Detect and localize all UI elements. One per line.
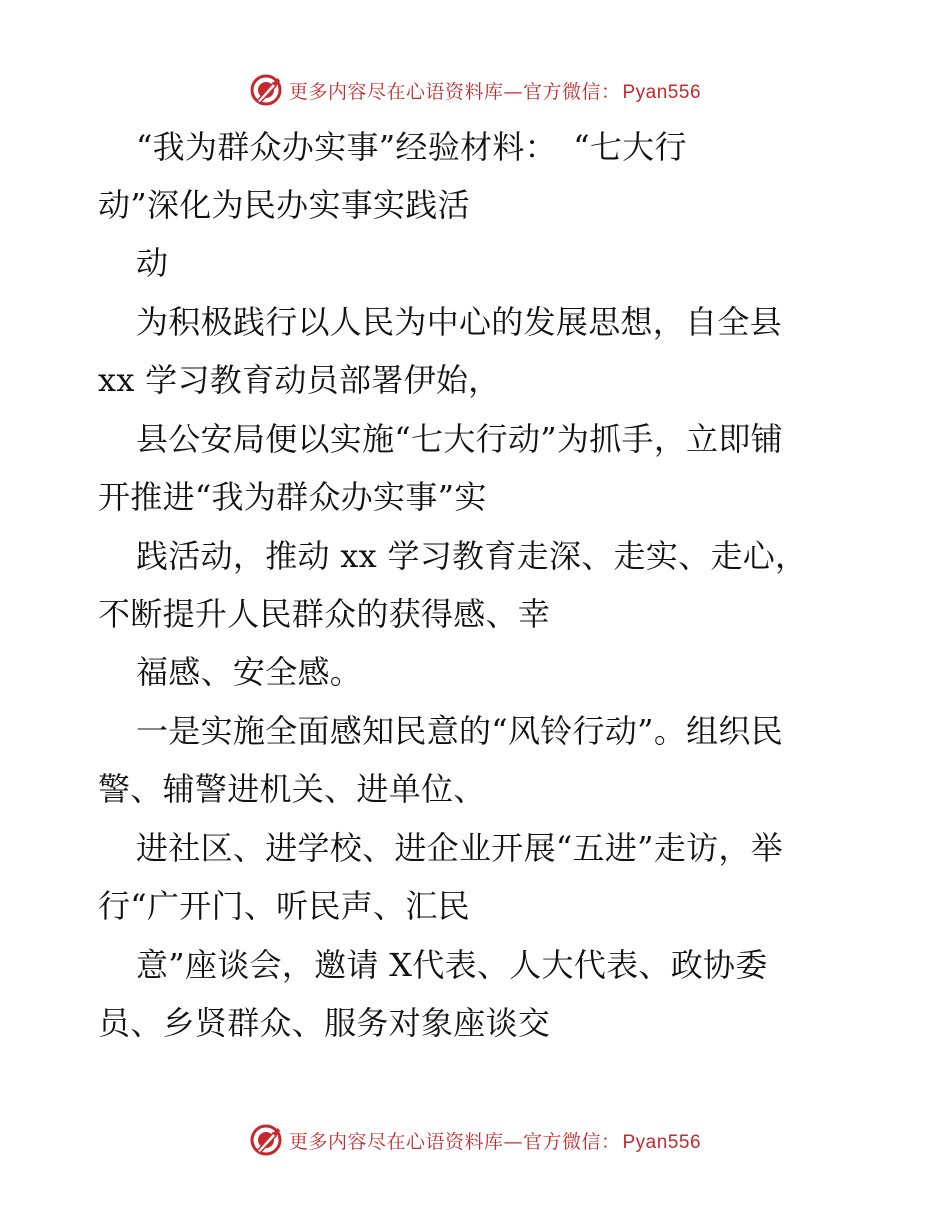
- paragraph-line: 开推进“我为群众办实事”实: [98, 478, 487, 516]
- paragraph-line: xx 学习教育动员部署伊始，: [98, 361, 501, 399]
- paragraph-line: 一是实施全面感知民意的“风铃行动”。组织民: [136, 712, 784, 750]
- watermark-text: [289, 1127, 701, 1154]
- footer-watermark: [0, 1118, 950, 1162]
- header-watermark: [0, 68, 950, 112]
- watermark-wechat-id: Pyan556: [622, 1131, 702, 1153]
- paragraph-line: 不断提升人民群众的获得感、幸: [98, 595, 551, 633]
- paragraph-line: 县公安局便以实施“七大行动”为抓手，立即铺: [136, 420, 784, 458]
- paragraph-line: 践活动，推动 xx 学习教育走深、走实、走心，: [136, 537, 808, 575]
- paragraph-line: 为积极践行以人民为中心的发展思想，自全县: [136, 303, 783, 341]
- paragraph-line: 意”座谈会，邀请 X代表、人大代表、政协委: [136, 946, 768, 984]
- watermark-label: 更多内容尽在心语资料库—官方微信：: [288, 1130, 621, 1153]
- title-line-1: “我为群众办实事”经验材料： “七大行: [136, 128, 687, 166]
- paragraph-line: 警、辅警进机关、进单位、: [98, 770, 486, 808]
- paragraph-line: 行“广开门、听民声、汇民: [98, 887, 470, 925]
- paragraph-line: 员、乡贤群众、服务对象座谈交: [98, 1004, 551, 1042]
- watermark-text: [289, 77, 701, 104]
- title-line-3: 动: [136, 244, 169, 282]
- pen-seal-icon: [249, 1123, 283, 1157]
- watermark-wechat-id: Pyan556: [622, 81, 702, 103]
- pen-seal-icon: [249, 73, 283, 107]
- title-line-2: 动”深化为民办实事实践活: [98, 186, 470, 224]
- watermark-label: 更多内容尽在心语资料库—官方微信：: [288, 80, 621, 103]
- paragraph-line: 进社区、进学校、进企业开展“五进”走访，举: [136, 829, 784, 867]
- paragraph-line: 福感、安全感。: [136, 653, 363, 691]
